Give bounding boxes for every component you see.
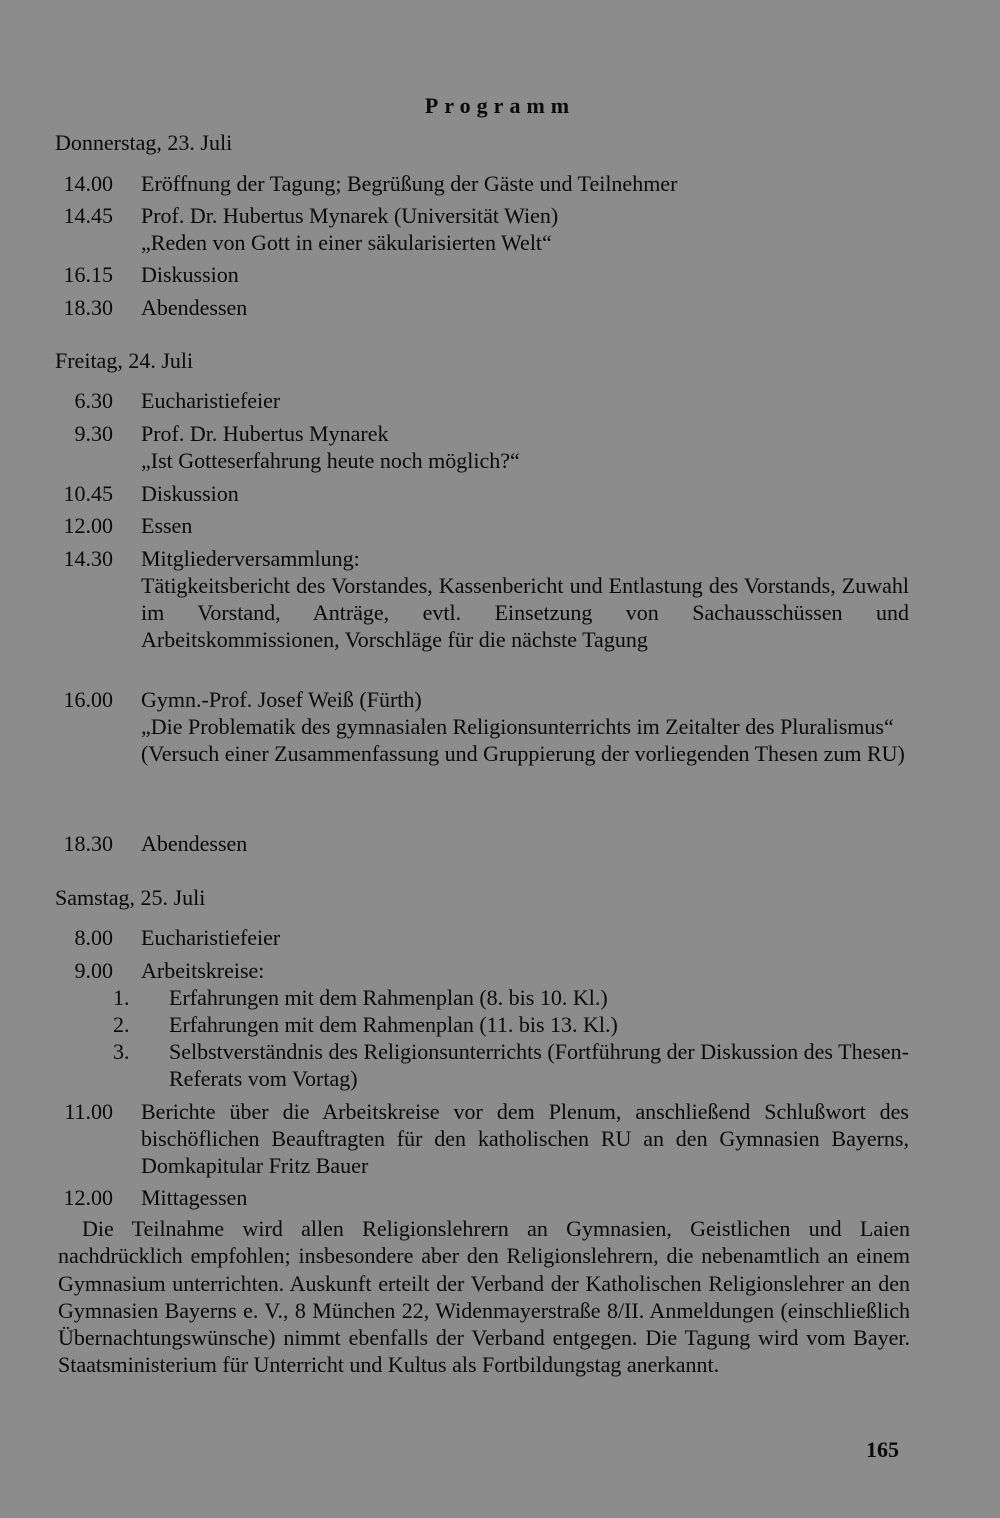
item-text-block (141, 686, 909, 767)
item-subtext: „Reden von Gott in einer säkularisierten Welt“ (141, 230, 552, 255)
list-text: Selbstverständnis des Religionsunterrichts (Fortführung der Diskussion des Thesen-Referats vom Vortag) (169, 1039, 909, 1091)
list-number: 2. (113, 1012, 130, 1037)
item-time: 12.00 (63, 513, 113, 538)
item-time: 8.00 (74, 925, 113, 950)
item-text: Mitgliederversammlung: (141, 546, 360, 571)
list-number: 3. (113, 1039, 130, 1064)
item-text-block (141, 420, 909, 474)
item-text: Arbeitskreise: (141, 958, 265, 983)
item-text: Essen (141, 513, 193, 538)
list-item (113, 984, 909, 1011)
list-text: Erfahrungen mit dem Rahmenplan (11. bis 13. Kl.) (169, 1012, 618, 1037)
day-heading-thursday: Donnerstag, 23. Juli (55, 130, 233, 155)
list-item (113, 1038, 909, 1092)
list-item (113, 1011, 909, 1038)
item-text: Diskussion (141, 481, 239, 506)
item-subtext: Tätigkeitsbericht des Vorstandes, Kassenbericht und Entlastung des Vorstands, Zuwahl im Vorstand, Anträge, evtl. Einsetzung von Sachausschüssen und Arbeitskommissionen, Vorschläge für die nächste Tagung (141, 573, 909, 652)
item-time: 18.30 (63, 831, 113, 856)
item-time: 6.30 (74, 388, 113, 413)
item-text: Abendessen (141, 295, 248, 320)
item-text: Mittagessen (141, 1185, 248, 1210)
item-time: 10.45 (63, 481, 113, 506)
item-text-block (141, 545, 909, 653)
item-time: 16.15 (63, 262, 113, 287)
closing-paragraph: Die Teilnahme wird allen Religionslehrern an Gymnasien, Geistlichen und Laien nachdrücklich empfohlen; insbesondere aber den Religionslehrern, die nebenamtlich an einem Gymnasium unterrichten. Auskunft erteilt der Verband der Katholischen Religionslehrer an den Gymnasien Bayerns e. V., 8 München 22, Widenmayerstraße 8/II. Anmeldungen (einschließlich Übernachtungswünsche) nimmt ebenfalls der Verband entgegen. Die Tagung wird vom Bayer. Staatsministerium für Unterricht und Kultus als Fortbildungstag anerkannt. (58, 1216, 910, 1378)
item-note: (Versuch einer Zusammenfassung und Gruppierung der vorliegenden Thesen zum RU) (141, 741, 905, 766)
item-text: Diskussion (141, 262, 239, 287)
item-time: 14.45 (63, 203, 113, 228)
item-subtext: „Ist Gotteserfahrung heute noch möglich?“ (141, 448, 520, 473)
item-time: 12.00 (63, 1185, 113, 1210)
page-number: 165 (866, 1437, 899, 1462)
day-heading-saturday: Samstag, 25. Juli (55, 885, 206, 910)
item-time: 11.00 (64, 1099, 113, 1124)
item-text: Abendessen (141, 831, 248, 856)
item-time: 16.00 (63, 687, 113, 712)
item-text-block (141, 202, 909, 256)
list-number: 1. (113, 985, 130, 1010)
item-time: 9.00 (74, 958, 113, 983)
item-text: Gymn.-Prof. Josef Weiß (Fürth) (141, 687, 422, 712)
item-time: 9.30 (74, 421, 113, 446)
item-text: Eröffnung der Tagung; Begrüßung der Gäste und Teilnehmer (141, 171, 678, 196)
item-text: Berichte über die Arbeitskreise vor dem Plenum, anschließend Schlußwort des bischöflichen Beauftragten für den katholischen RU an den Gymnasien Bayerns, Domkapitular Fritz Bauer (141, 1099, 909, 1178)
item-text: Eucharistiefeier (141, 925, 281, 950)
item-text: Eucharistiefeier (141, 388, 281, 413)
day-heading-friday: Freitag, 24. Juli (55, 348, 194, 373)
item-time: 18.30 (63, 295, 113, 320)
item-time: 14.30 (63, 546, 113, 571)
item-text-block (113, 957, 909, 1092)
item-text: Prof. Dr. Hubertus Mynarek (141, 421, 389, 446)
item-time: 14.00 (63, 171, 113, 196)
page-title: Programm (424, 93, 576, 118)
item-text: Prof. Dr. Hubertus Mynarek (Universität Wien) (141, 203, 559, 228)
item-subtext: „Die Problematik des gymnasialen Religionsunterrichts im Zeitalter des Pluralismus“ (141, 714, 894, 739)
list-text: Erfahrungen mit dem Rahmenplan (8. bis 10. Kl.) (169, 985, 608, 1010)
